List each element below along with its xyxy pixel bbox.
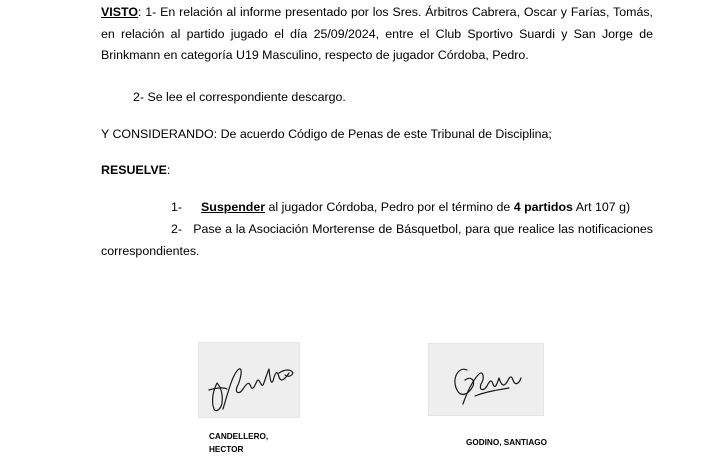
visto-item-2: 2- Se lee el correspondiente descargo. xyxy=(133,90,346,104)
resolution-item-1 xyxy=(171,199,630,215)
resuelve-heading xyxy=(101,162,170,178)
resolution-item-2 xyxy=(101,219,653,262)
visto-text: : 1- En relación al informe presentado por los Sres. Árbitros Cabrera, Oscar y Farías, Tomás, en relación al partido jugado el día 25/09/2024, entre el Club Sportivo Suardi y San Jorge de Brinkmann en categoría U19 Masculino, respecto de jugador Córdoba, Pedro. xyxy=(101,5,653,62)
signature-godino xyxy=(428,343,544,416)
visto-paragraph xyxy=(101,2,653,67)
signatory-candellero-firstname: HECTOR xyxy=(209,445,244,454)
signature-candellero-scribble xyxy=(199,343,299,417)
signature-godino-scribble xyxy=(429,344,543,415)
item-2-text: Pase a la Asociación Morterense de Básquetbol, para que realice las notificaciones correspondientes. xyxy=(101,222,653,258)
item-1-text-after: Art 107 g) xyxy=(572,200,631,214)
signatory-candellero-name xyxy=(209,430,268,456)
item-1-text-before: al jugador Córdoba, Pedro por el término de xyxy=(265,200,514,214)
item-1-number: 1- xyxy=(171,200,183,214)
resuelve-colon: : xyxy=(166,163,171,177)
item-2-number: 2- xyxy=(171,222,183,236)
considerando-paragraph: Y CONSIDERANDO: De acuerdo Código de Penas de este Tribunal de Disciplina; xyxy=(101,127,552,141)
item-1-verb: Suspender xyxy=(201,200,266,214)
signatory-godino-name: GODINO, SANTIAGO xyxy=(466,438,547,447)
item-1-bold-text: 4 partidos xyxy=(513,200,573,214)
signature-candellero xyxy=(198,342,300,418)
visto-label: VISTO xyxy=(101,5,138,19)
resuelve-label: RESUELVE xyxy=(101,163,167,177)
signatory-candellero-surname: CANDELLERO, xyxy=(209,432,269,441)
